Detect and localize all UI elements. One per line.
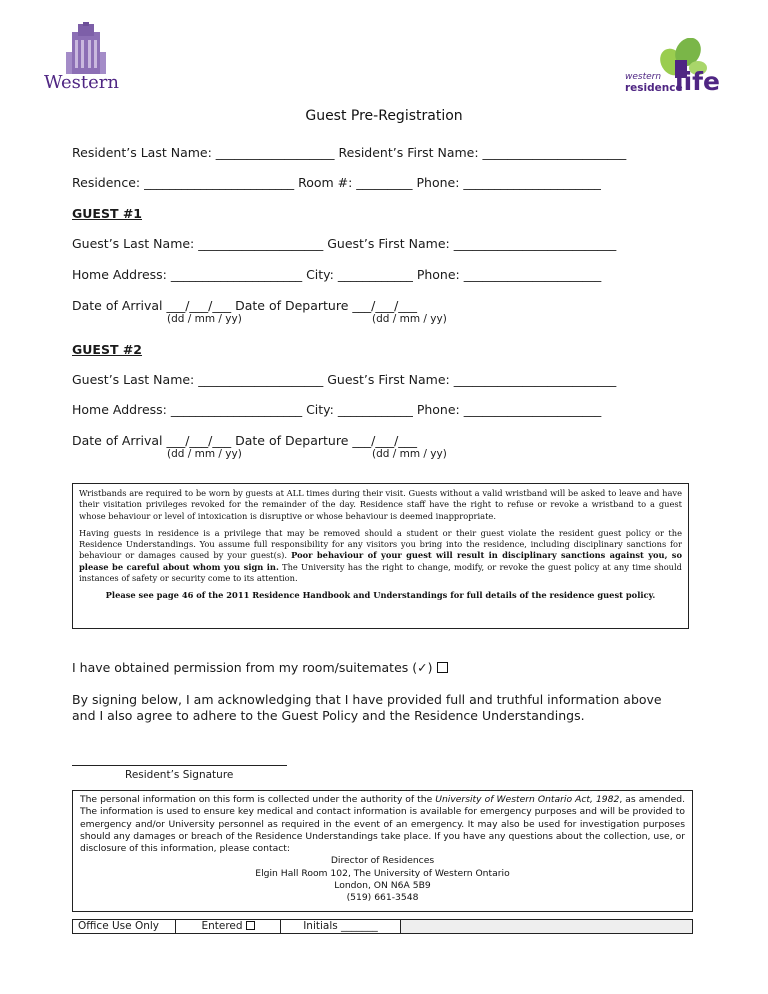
wristband-paragraph: Wristbands are required to be worn by guests at ALL times during their visit. Guests without a valid wristband will be asked to leave and have their visitation privileges revoked for the remainder of the day. Residence staff have the right to refuse or revoke a wristband to a guest whose behaviour or level of intoxication is disruptive or whose behaviour is deemed inappropriate. (79, 488, 682, 521)
logo-text-residence: residence (625, 82, 683, 94)
privacy-text (80, 794, 685, 855)
office-use-table (72, 919, 693, 934)
guest2-heading: GUEST #2 (72, 342, 143, 357)
logo-text-western: western (625, 72, 662, 82)
contact-city: London, ON N6A 5B9 (334, 880, 431, 892)
western-wordmark: Western (44, 72, 120, 93)
guest2-name-row[interactable]: Guest’s Last Name: ____________________ Guest’s First Name: __________________________ (72, 372, 617, 387)
guest1-address-row[interactable]: Home Address: _____________________ City: ____________ Phone: ______________________ (72, 267, 602, 282)
signature-line[interactable] (72, 765, 287, 766)
guest1-dates-row[interactable]: Date of Arrival ___/___/___ Date of Departure ___/___/___ (72, 298, 418, 313)
contact-phone: (519) 661-3548 (346, 892, 419, 904)
privilege-text: Having guests in residence is a privilege that may be removed should a student or their guest violate the resident guest policy or the Residence Understandings. You assume full responsibility for any visitors you bring into the residence, including disciplinary sanctions for behaviour or damages caused by your guest(s). (79, 527, 682, 561)
office-blank-cell (401, 920, 692, 933)
contact-title: Director of Residences (330, 855, 435, 867)
privacy-text-end: , as amended. The information is used to ensure key medical and contact information is available for emergency purposes and will be provided to emergency and/or University personnel as required in the event of an emergency. It may also be used for investigation purposes should any damages or breach of the Residence Understandings take place. If you have any questions about the collection, use, or disclosure of this information, please contact: (80, 794, 685, 855)
logo-text-life: life (675, 67, 720, 96)
guest1-name-row[interactable]: Guest’s Last Name: ____________________ Guest’s First Name: __________________________ (72, 236, 617, 251)
residence-room-phone-row[interactable]: Residence: ________________________ Room #: _________ Phone: ______________________ (72, 175, 601, 190)
sanction-warning: Poor behaviour of your guest will result in disciplinary sanctions against you, so please be careful about whom you sign in. (79, 550, 682, 572)
resident-name-row[interactable]: Resident’s Last Name: ___________________ Resident’s First Name: _______________________ (72, 145, 627, 160)
form-title: Guest Pre-Registration (305, 108, 463, 124)
guest1-arrival-hint: (dd / mm / yy) (167, 313, 242, 325)
guest-policy-notice (72, 483, 689, 629)
acknowledgement-text: By signing below, I am acknowledging that I have provided full and truthful information above and I also agree to adhere to the Guest Policy and the Residence Understandings. (72, 692, 662, 723)
act-name: University of Western Ontario Act, 1982 (435, 794, 620, 805)
residence-life-logo (622, 38, 722, 100)
handbook-reference: Please see page 46 of the 2011 Residence Handbook and Understandings for full details of the residence guest policy. (105, 590, 656, 601)
office-use-label: Office Use Only (73, 920, 176, 933)
guest2-address-row[interactable]: Home Address: _____________________ City: ____________ Phone: ______________________ (72, 402, 602, 417)
entered-label: Entered (201, 920, 243, 932)
tower-icon (66, 22, 106, 74)
guest1-heading: GUEST #1 (72, 206, 143, 221)
western-logo (44, 22, 126, 96)
guest2-dates-row[interactable]: Date of Arrival ___/___/___ Date of Departure ___/___/___ (72, 433, 418, 448)
privacy-text-start: The personal information on this form is collected under the authority of the (80, 794, 436, 805)
signature-label: Resident’s Signature (125, 769, 234, 781)
initials-cell[interactable]: Initials _______ (281, 920, 401, 933)
contact-address: Elgin Hall Room 102, The University of Western Ontario (255, 867, 510, 879)
guest2-arrival-hint: (dd / mm / yy) (167, 448, 242, 460)
privilege-paragraph (79, 528, 682, 584)
privacy-notice (72, 790, 693, 912)
permission-text: I have obtained permission from my room/suitemates (✓) (72, 660, 433, 675)
entered-cell[interactable] (176, 920, 281, 933)
entered-checkbox[interactable] (246, 921, 255, 930)
permission-checkbox[interactable] (437, 662, 448, 673)
suitemate-permission (72, 660, 448, 676)
guest2-departure-hint: (dd / mm / yy) (372, 448, 447, 460)
policy-change-text: The University has the right to change, modify, or revoke the guest policy at any time should instances of safety or security come to its attention. (79, 561, 682, 584)
guest1-departure-hint: (dd / mm / yy) (372, 313, 447, 325)
